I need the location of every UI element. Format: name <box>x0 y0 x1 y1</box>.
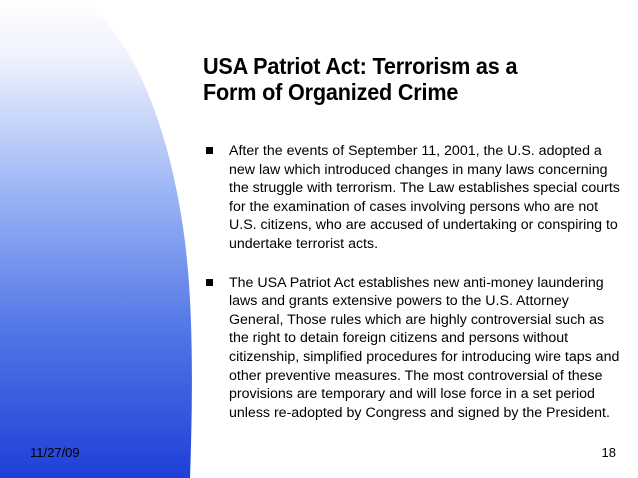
bullet-item <box>203 142 621 254</box>
footer-date: 11/27/09 <box>30 445 80 460</box>
square-bullet-icon <box>206 279 213 286</box>
square-bullet-icon <box>206 147 213 154</box>
title-line-1: USA Patriot Act: Terrorism as a <box>203 53 518 79</box>
title-line-2: Form of Organized Crime <box>203 79 459 105</box>
bullet-item <box>203 274 621 423</box>
slide-title <box>203 53 589 105</box>
bullet-text: After the events of September 11, 2001, the U.S. adopted a new law which introduced changes in many laws concerning the struggle with terrorism. The Law establishes special courts for the examination of cases involving persons who are not U.S. citizens, who are accused of undertaking or conspiring to undertake terrorist acts. <box>229 143 620 252</box>
bullet-text: The USA Patriot Act establishes new anti-money laundering laws and grants extensive powers to the U.S. Attorney General, Those rules which are highly controversial such as the right to detain foreign citizens and persons without citizenship, simplified procedures for introducing wire taps and other preventive measures. The most controversial of these provisions are temporary and will lose force in a set period unless re-adopted by Congress and signed by the President. <box>229 274 620 421</box>
page-number: 18 <box>601 445 616 460</box>
bullet-list <box>203 142 621 442</box>
